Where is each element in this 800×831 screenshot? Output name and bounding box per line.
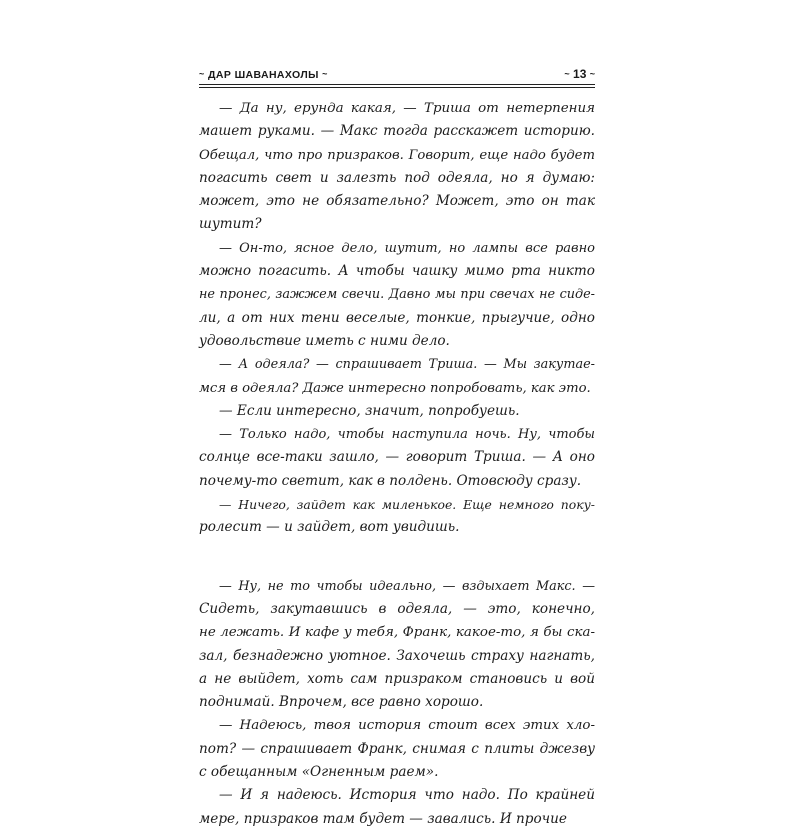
text-line: зал, безнадежно уютное. Захочешь страху нагнать, bbox=[199, 647, 595, 664]
text-line: пот? — спрашивает Франк, снимая с плиты джезву bbox=[199, 740, 595, 757]
text-line: поднимай. Впрочем, все равно хорошо. bbox=[199, 694, 484, 711]
text-line: — Только надо, чтобы наступила ночь. Ну, чтобы bbox=[219, 427, 595, 443]
text-line: почему-то светит, как в полдень. Отовсюду сразу. bbox=[199, 472, 582, 489]
paragraph bbox=[199, 784, 595, 831]
text-line: солнце все-таки зашло, — говорит Триша. — А оно bbox=[199, 449, 595, 466]
text-line: мере, призраков там будет — завались. И прочие bbox=[199, 810, 567, 827]
page-number: 13 bbox=[573, 67, 587, 81]
paragraph bbox=[199, 423, 595, 493]
page-number-group bbox=[564, 67, 595, 81]
running-header bbox=[199, 64, 595, 90]
running-title bbox=[199, 69, 328, 81]
paragraph bbox=[199, 714, 595, 784]
text-line: а не выйдет, хоть сам призраком становись и вой bbox=[199, 670, 595, 687]
text-section bbox=[199, 575, 595, 831]
paragraph bbox=[199, 493, 595, 540]
paragraph bbox=[199, 97, 595, 237]
text-line: — И я надеюсь. История что надо. По крайней bbox=[219, 787, 595, 804]
text-line: мся в одеяла? Даже интересно попробовать, как это. bbox=[199, 380, 591, 396]
text-line: может, это не обязательно? Может, это он так bbox=[199, 193, 595, 210]
text-line: машет руками. — Макс тогда расскажет историю. bbox=[199, 123, 595, 140]
header-ornament-left: ~ bbox=[199, 69, 205, 79]
text-line: — Да ну, ерунда какая, — Триша от нетерпения bbox=[219, 101, 595, 116]
text-line: Обещал, что про призраков. Говорит, еще надо будет bbox=[199, 147, 595, 163]
text-line: Сидеть, закутавшись в одеяла, — это, конечно, bbox=[199, 600, 595, 617]
text-line: с обещанным «Огненным раем». bbox=[199, 764, 439, 781]
paragraph bbox=[199, 237, 595, 353]
header-ornament-right: ~ bbox=[322, 69, 328, 79]
text-section bbox=[199, 97, 595, 540]
page-number-ornament-left: ~ bbox=[564, 69, 570, 79]
text-line: — Если интересно, значит, попробуешь. bbox=[219, 402, 520, 419]
body-text bbox=[199, 97, 595, 831]
book-page bbox=[199, 64, 595, 827]
text-line: можно погасить. А чтобы чашку мимо рта никто bbox=[199, 263, 595, 280]
section-break bbox=[199, 540, 595, 575]
text-line: — Ничего, зайдет как миленькое. Еще немного поку- bbox=[219, 497, 595, 513]
text-line: ролесит — и зайдет, вот увидишь. bbox=[199, 519, 460, 536]
text-line: — Ну, не то чтобы идеально, — вздыхает Макс. — bbox=[219, 578, 595, 594]
text-line: — Надеюсь, твоя история стоит всех этих хло- bbox=[219, 718, 595, 734]
book-title: ДАР ШАВАНАХОЛЫ bbox=[207, 69, 319, 81]
header-rule-bottom bbox=[199, 87, 595, 88]
text-line: — Он-то, ясное дело, шутит, но лампы все равно bbox=[219, 240, 595, 256]
text-line: ли, а от них тени веселые, тонкие, прыгучие, одно bbox=[199, 309, 595, 326]
paragraph bbox=[199, 400, 595, 423]
paragraph bbox=[199, 575, 595, 715]
text-line: шутит? bbox=[199, 216, 262, 233]
header-rule-top bbox=[199, 84, 595, 85]
text-line: удовольствие иметь с ними дело. bbox=[199, 332, 450, 349]
text-line: не пронес, зажжем свечи. Давно мы при свечах не сиде- bbox=[199, 287, 595, 303]
text-line: погасить свет и залезть под одеяла, но я думаю: bbox=[199, 169, 595, 186]
page-number-ornament-right: ~ bbox=[589, 69, 595, 79]
text-line: — А одеяла? — спрашивает Триша. — Мы закутае- bbox=[219, 357, 595, 373]
paragraph bbox=[199, 353, 595, 400]
text-line: не лежать. И кафе у тебя, Франк, какое-то, я бы ска- bbox=[199, 625, 595, 641]
